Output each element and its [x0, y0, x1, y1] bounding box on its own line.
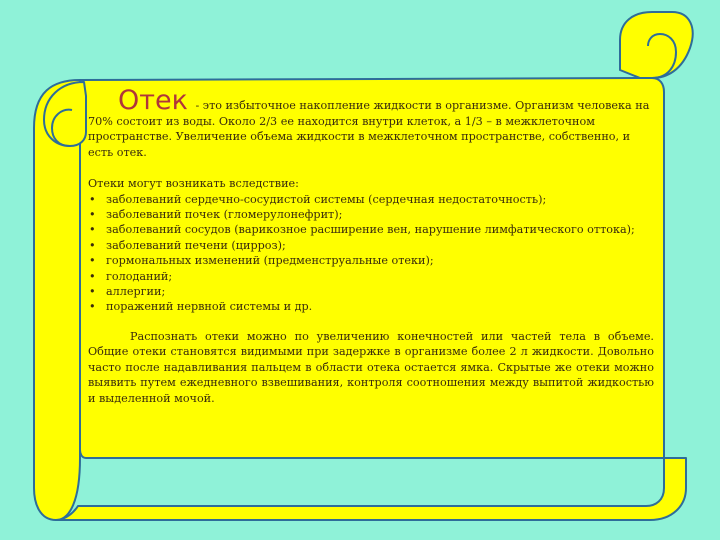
- list-item: [88, 284, 654, 299]
- causes-list: [88, 192, 654, 315]
- bullet-icon: •: [89, 192, 96, 206]
- bullet-icon: •: [89, 269, 96, 283]
- bullet-icon: •: [89, 223, 96, 237]
- bullet-icon: •: [89, 208, 96, 222]
- list-item: [88, 207, 654, 222]
- cause-text: гормональных изменений (предменструальные отеки);: [106, 254, 434, 268]
- intro-text: - это избыточное накопление жидкости в организме. Организм человека на 70% состоит из воды. Около 2/3 ее находится внутри клеток, а 1/3 – в межклеточном пространстве. Увеличение объема жидкости в межклеточном пространстве, собственно, и есть отек.: [88, 99, 650, 159]
- cause-text: заболеваний печени (цирроз);: [106, 238, 286, 252]
- scroll-right-curl: [620, 12, 693, 78]
- list-item: [88, 299, 654, 314]
- cause-text: заболеваний сердечно-сосудистой системы (сердечная недостаточность);: [106, 192, 547, 206]
- bullet-icon: •: [89, 254, 96, 268]
- scroll-bottom-edge: [56, 458, 686, 520]
- document-text: [88, 85, 654, 406]
- cause-text: поражений нервной системы и др.: [106, 300, 313, 314]
- closing-paragraph: Распознать отеки можно по увеличению конечностей или частей тела в объеме. Общие отеки становятся видимыми при задержке в организме более 2 л жидкости. Довольно часто после надавливания пальцем в области отека остается ямка. Скрытые же отеки можно выявить путем ежедневного взвешивания, контроля соотношения между выпитой жидкостью и выделенной мочой.: [88, 329, 654, 405]
- cause-text: аллергии;: [106, 285, 166, 299]
- causes-title: Отеки могут возникать вследствие:: [88, 177, 299, 191]
- cause-text: голоданий;: [106, 269, 173, 283]
- bullet-icon: •: [89, 300, 96, 314]
- list-item: [88, 253, 654, 268]
- intro-paragraph: [88, 85, 654, 160]
- cause-text: заболеваний почек (гломерулонефрит);: [106, 208, 343, 222]
- page-title: Отек: [118, 85, 188, 116]
- list-item: [88, 238, 654, 253]
- list-item: [88, 192, 654, 207]
- bullet-icon: •: [89, 238, 96, 252]
- cause-text: заболеваний сосудов (варикозное расширение вен, нарушение лимфатического оттока);: [106, 223, 635, 237]
- bullet-icon: •: [89, 285, 96, 299]
- list-item: [88, 269, 654, 284]
- list-item: [88, 222, 654, 237]
